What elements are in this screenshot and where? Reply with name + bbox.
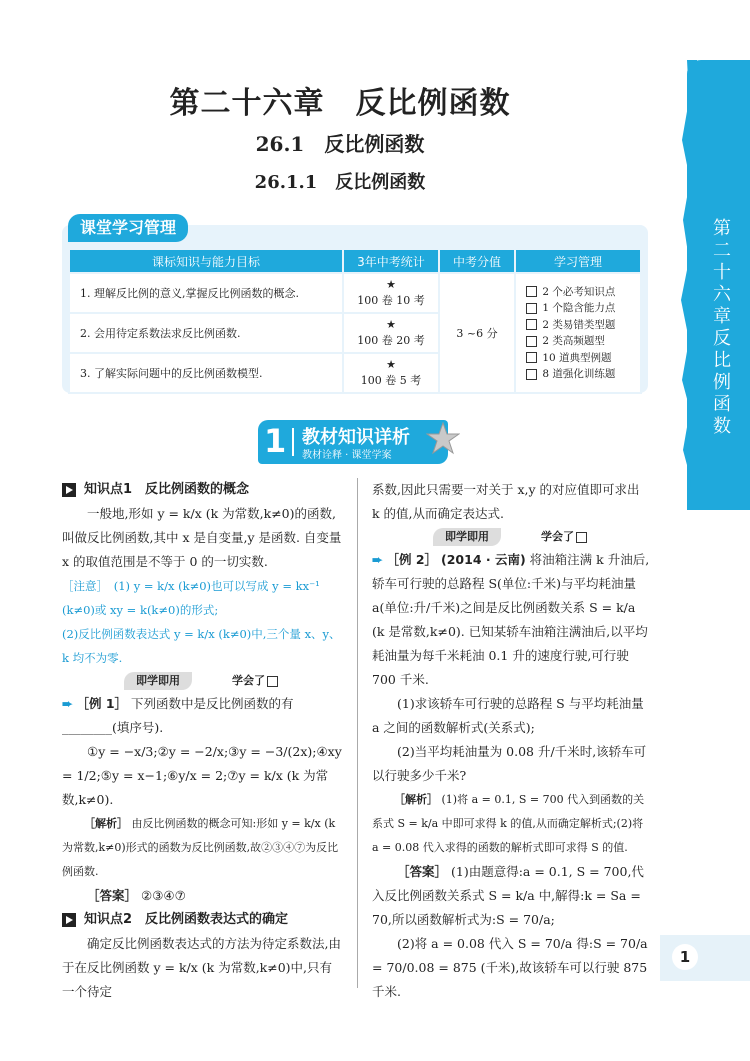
goal-cell: 1. 理解反比例的意义,掌握反比例函数的概念. [69, 273, 343, 313]
knowledge-point-1-title: 知识点1 反比例函数的概念 [62, 478, 342, 502]
knowledge-point-2-title: 知识点2 反比例函数表达式的确定 [62, 908, 342, 932]
instant-use-label: 即学即用 [124, 672, 192, 690]
arrow-icon: ➨ [62, 696, 73, 711]
example-2-q2: (2)当平均耗油量为 0.08 升/千米时,该轿车可以行驶多少千米? [372, 744, 647, 783]
management-cell [515, 273, 641, 393]
col-header-goal: 课标知识与能力目标 [69, 249, 343, 273]
stat-cell [343, 273, 439, 313]
stat-value: 100 卷 10 考 [357, 294, 425, 307]
kp2-text-cont: 系数,因此只需要一对关于 x,y 的对应值即可求出 k 的值,从而确定表达式. [372, 482, 640, 521]
example-2-answer-1: ［答案］ (1)由题意得:a = 0.1, S = 700,代入反比例函数关系式 S = k/a 中,解得:k = Sa = 70,所以函数解析式为:S = 70/a; [372, 864, 644, 927]
col-header-score: 中考分值 [439, 249, 515, 273]
banner-subtitle: 教材诠释 · 课堂学案 [302, 450, 392, 461]
column-divider [357, 478, 358, 988]
col-header-stats: 3年中考统计 [343, 249, 439, 273]
page-number: 1 [672, 944, 698, 970]
banner-number: 1 [264, 422, 287, 460]
arrow-icon: ➨ [372, 552, 383, 567]
note-2: (2)反比例函数表达式 y = k/x (k≠0)中,三个量 x、y、k 均不为零. [62, 627, 341, 665]
management-item[interactable]: 8 道强化训练题 [524, 366, 639, 383]
management-item[interactable]: 2 个必考知识点 [524, 284, 639, 301]
stat-value: 100 卷 5 考 [360, 374, 422, 387]
banner-divider [292, 428, 294, 456]
example-1-analysis: ［解析］ 由反比例函数的概念可知:形如 y = k/x (k 为常数,k≠0)形式的函数为反比例函数,故②③④⑦为反比例函数. [62, 817, 339, 878]
management-item[interactable]: 10 道典型例题 [524, 350, 639, 367]
management-item[interactable]: 1 个隐含能力点 [524, 300, 639, 317]
instant-use-bar [372, 526, 650, 548]
star-icon: ★ [386, 358, 396, 371]
example-1-answer: ［答案］ ②③④⑦ [87, 888, 186, 903]
class-management-table [68, 248, 642, 394]
example-1: ➨ ［例 1］ 下列函数中是反比例函数的有________(填序号). [62, 696, 294, 735]
checkbox-icon[interactable] [526, 336, 537, 347]
checkbox-icon[interactable] [526, 303, 537, 314]
note-1: ［注意］ (1) y = k/x (k≠0)也可以写成 y = kx⁻¹ (k≠0)或 xy = k(k≠0)的形式; [62, 579, 320, 617]
stat-cell [343, 353, 439, 393]
play-icon [62, 483, 76, 497]
stat-value: 100 卷 20 考 [357, 334, 425, 347]
kp2-text: 确定反比例函数表达式的方法为待定系数法,由于在反比例函数 y = k/x (k 为常数,k≠0)中,只有一个待定 [62, 936, 341, 999]
banner-title: 教材知识详析 [302, 427, 410, 448]
col-header-management: 学习管理 [515, 249, 641, 273]
learned-checkbox[interactable] [267, 676, 278, 687]
section-banner [258, 420, 448, 464]
left-column [62, 478, 342, 1004]
star-icon: ★ [386, 318, 396, 331]
checkbox-icon[interactable] [526, 286, 537, 297]
checkbox-icon[interactable] [526, 319, 537, 330]
instant-use-bar [62, 670, 342, 692]
checkbox-icon[interactable] [526, 369, 537, 380]
learned-checkbox[interactable] [576, 532, 587, 543]
management-item[interactable]: 2 类高频题型 [524, 333, 639, 350]
star-icon: ★ [386, 278, 396, 291]
learned-label: 学会了 [541, 530, 574, 543]
checkbox-icon[interactable] [526, 352, 537, 363]
example-2-answer-2: (2)将 a = 0.08 代入 S = 70/a 得:S = 70/a = 70/0.08 = 875 (千米),故该轿车可以行驶 875 千米. [372, 936, 648, 999]
right-column [372, 478, 650, 1004]
subsection-title: 26.1.1 反比例函数 [254, 172, 426, 193]
play-icon [62, 913, 76, 927]
chapter-side-tab [687, 60, 750, 510]
example-2: ➨ ［例 2］ (2014 · 云南) 将油箱注满 k 升油后,轿车可行驶的总路程 S(单位:千米)与平均耗油量 a(单位:升/千米)之间是反比例函数关系 S = k/a (k 是常数,k≠0). 已知某轿车油箱注满油后,以平均耗油量为每千米耗油 0.1 升的速度行驶,可行驶 700 千米. [372, 552, 650, 687]
side-tab-text: 第二十六章 反比例函数 [713, 218, 749, 437]
goal-cell: 2. 会用待定系数法求反比例函数. [69, 313, 343, 353]
score-cell: 3 ~6 分 [439, 273, 515, 393]
kp1-text: 一般地,形如 y = k/x (k 为常数,k≠0)的函数,叫做反比例函数,其中 x 是自变量,y 是函数. 自变量 x 的取值范围是不等于 0 的一切实数. [62, 506, 342, 569]
page-title: 第二十六章 反比例函数 [169, 86, 511, 121]
goal-cell: 3. 了解实际问题中的反比例函数模型. [69, 353, 343, 393]
example-2-analysis: ［解析］ (1)将 a = 0.1, S = 700 代入到函数的关系式 S = k/a 中即可求得 k 的值,从而确定解析式;(2)将 a = 0.08 代入求得的函数的解析式即可求得 S 的值. [372, 793, 645, 854]
management-item[interactable]: 2 类易错类型题 [524, 317, 639, 334]
stat-cell [343, 313, 439, 353]
torn-edge-decoration [677, 60, 697, 510]
section-title: 26.1 反比例函数 [255, 132, 425, 156]
example-2-q1: (1)求该轿车可行驶的总路程 S 与平均耗油量 a 之间的函数解析式(关系式); [372, 696, 644, 735]
star-icon [426, 422, 460, 456]
example-1-options: ①y = −x/3;②y = −2/x;③y = −3/(2x);④xy = 1/2;⑤y = x−1;⑥y/x = 2;⑦y = k/x (k 为常数,k≠0). [62, 744, 342, 807]
class-management-label: 课堂学习管理 [68, 214, 188, 242]
learned-label: 学会了 [232, 674, 265, 687]
instant-use-label: 即学即用 [433, 528, 501, 546]
